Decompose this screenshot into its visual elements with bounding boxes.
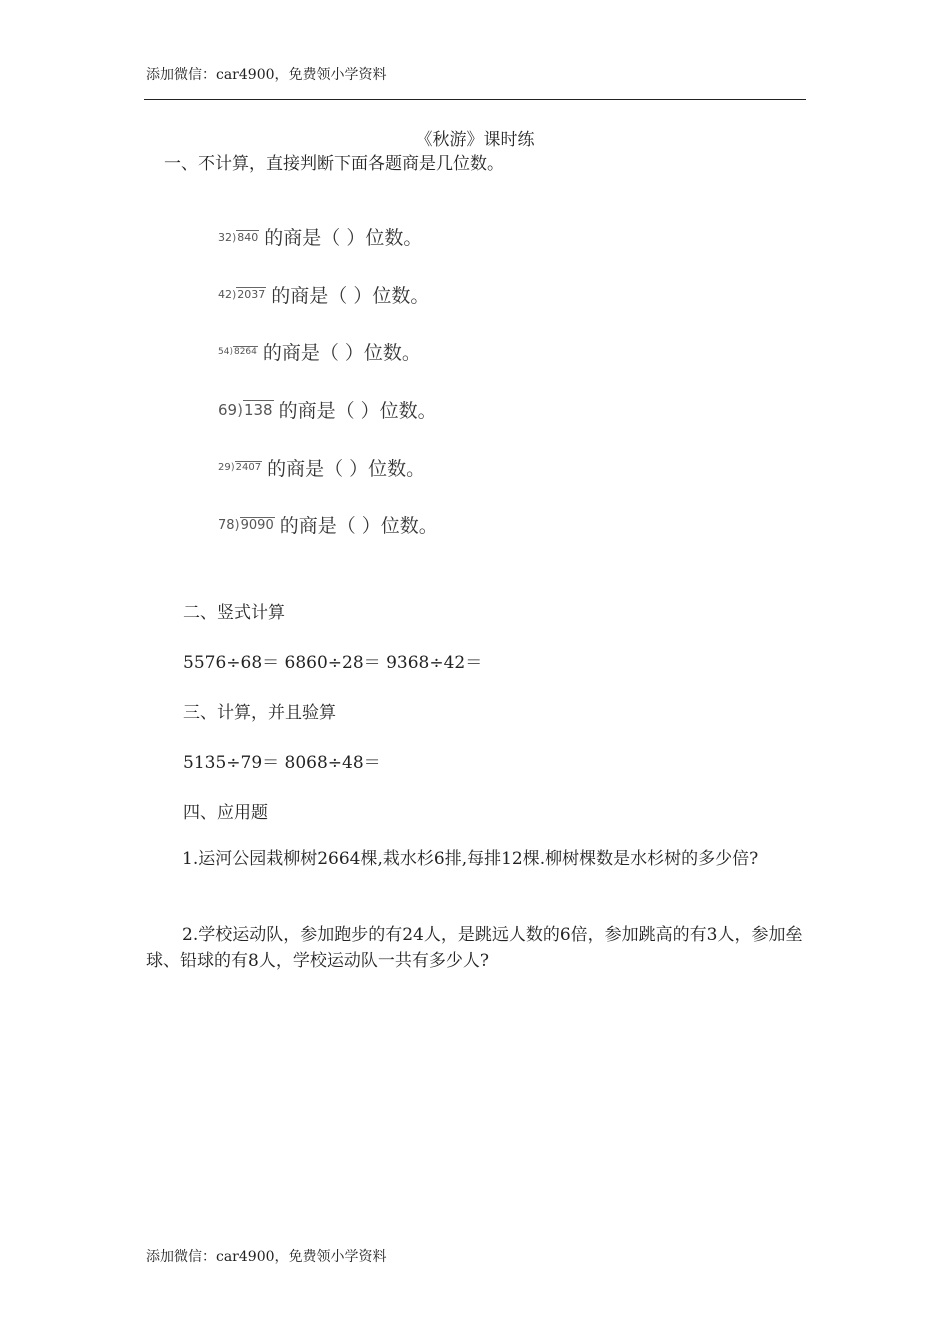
division-question — [218, 438, 438, 496]
division-question-list — [218, 208, 438, 554]
question-text: 的商是（ ）位数。 — [267, 457, 426, 480]
section-2-heading: 二、竖式计算 — [183, 603, 285, 623]
page-title: 《秋游》课时练 — [415, 130, 535, 150]
word-problem-2: 2.学校运动队，参加跑步的有24人，是跳远人数的6倍，参加跳高的有3人，参加垒球、铅球的有8人，学校运动队一共有多少人? — [146, 925, 803, 971]
header-divider — [144, 99, 806, 100]
dividend: 9090 — [240, 517, 274, 533]
question-text: 的商是（ ）位数。 — [279, 515, 438, 538]
divisor: 54 — [218, 347, 230, 358]
division-question — [218, 496, 438, 554]
division-bracket-icon: ) — [237, 401, 243, 420]
division-bracket-icon: ) — [232, 230, 237, 244]
division-question — [218, 208, 438, 266]
division-question — [218, 381, 438, 439]
question-text: 的商是（ ）位数。 — [264, 227, 423, 250]
dividend: 8264 — [233, 347, 257, 358]
page-footer: 添加微信：car4900，免费领小学资料 — [146, 1249, 387, 1265]
division-question — [218, 266, 438, 324]
divisor: 32 — [218, 230, 232, 244]
question-text: 的商是（ ）位数。 — [278, 400, 437, 423]
long-division-expression — [218, 287, 266, 301]
divisor: 69 — [218, 401, 238, 420]
long-division-expression — [218, 517, 275, 533]
division-bracket-icon: ) — [232, 288, 237, 302]
long-division-expression — [218, 230, 259, 244]
long-division-expression — [218, 461, 262, 473]
division-bracket-icon: ) — [229, 347, 233, 358]
divisor: 42 — [218, 288, 232, 302]
division-bracket-icon: ) — [230, 462, 235, 474]
dividend: 138 — [243, 401, 273, 420]
section-4-heading: 四、应用题 — [183, 803, 268, 823]
section-1-heading: 一、不计算，直接判断下面各题商是几位数。 — [164, 154, 504, 174]
divisor: 78 — [218, 517, 235, 533]
long-division-expression — [218, 400, 274, 419]
page-header: 添加微信：car4900，免费领小学资料 — [146, 67, 387, 83]
dividend: 2037 — [237, 288, 266, 302]
section-3-heading: 三、计算，并且验算 — [183, 703, 336, 723]
section-3-problems: 5135÷79＝ 8068÷48＝ — [183, 753, 381, 773]
question-text: 的商是（ ）位数。 — [262, 342, 421, 365]
question-text: 的商是（ ）位数。 — [271, 284, 430, 307]
long-division-expression — [218, 346, 258, 357]
division-bracket-icon: ) — [234, 517, 240, 533]
word-problem-1: 1.运河公园栽柳树2664棵,栽水杉6排,每排12棵.柳树棵数是水杉树的多少倍? — [182, 849, 759, 869]
dividend: 2407 — [235, 462, 262, 474]
division-question — [218, 323, 438, 381]
section-2-problems: 5576÷68＝ 6860÷28＝ 9368÷42＝ — [183, 653, 483, 673]
divisor: 29 — [218, 462, 231, 474]
dividend: 840 — [237, 230, 259, 244]
